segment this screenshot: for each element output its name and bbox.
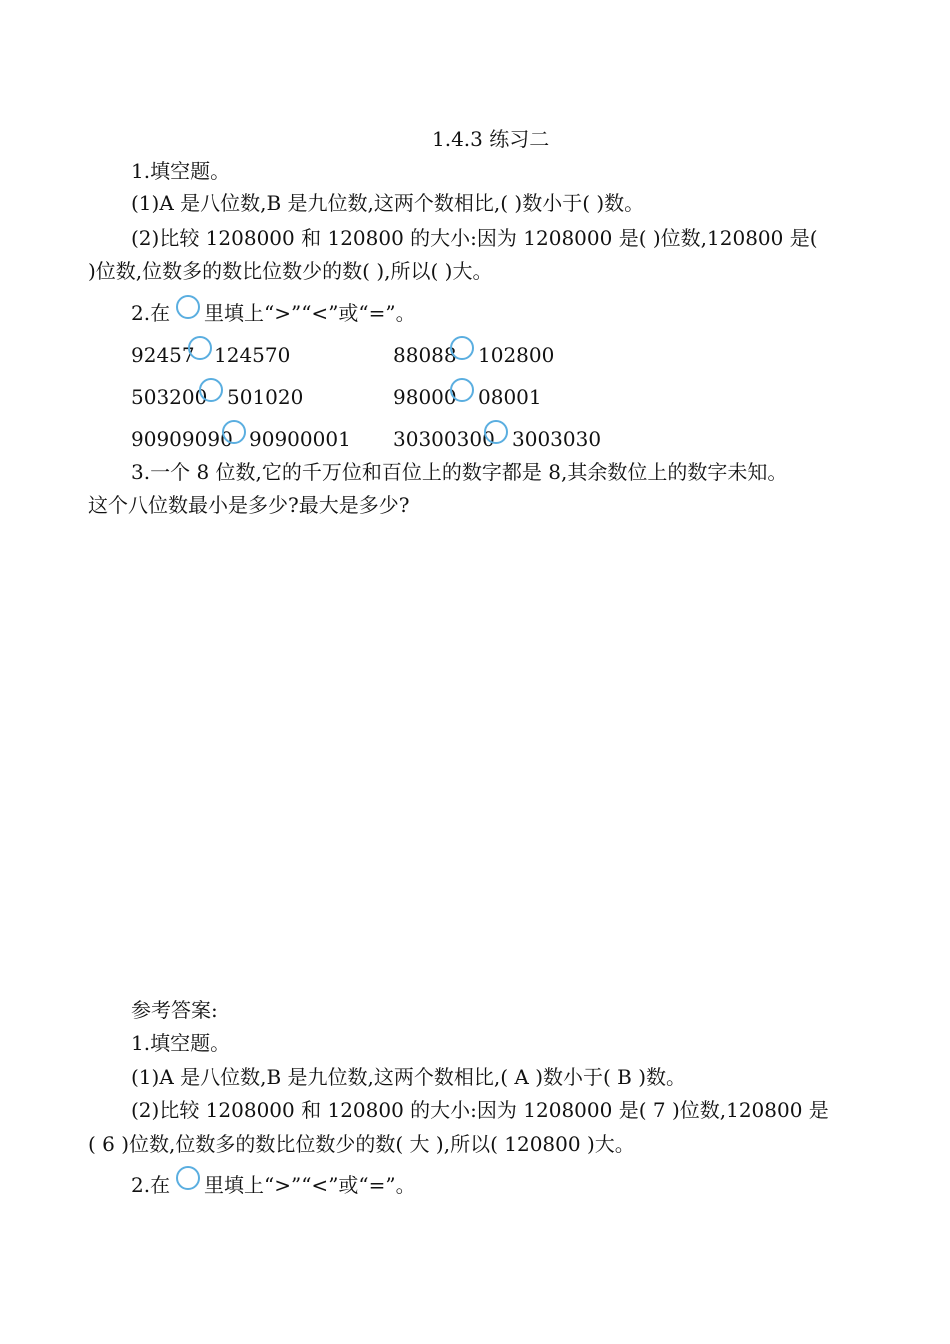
compare-left-a: 90909090 bbox=[131, 427, 233, 451]
answer-circle[interactable] bbox=[484, 420, 508, 444]
q1-part1: (1)A 是八位数,B 是九位数,这两个数相比,( )数小于( )数。 bbox=[131, 191, 645, 215]
q1-heading: 1.填空题。 bbox=[131, 159, 231, 183]
answer-circle[interactable] bbox=[222, 420, 246, 444]
blank-circle-icon bbox=[176, 295, 200, 319]
answers-q1-part2-line2: ( 6 )位数,位数多的数比位数少的数( 大 ),所以( 120800 )大。 bbox=[88, 1132, 635, 1156]
page-title: 1.4.3 练习二 bbox=[432, 127, 550, 151]
answer-circle[interactable] bbox=[199, 378, 223, 402]
compare-right-b: 3003030 bbox=[512, 427, 602, 451]
q2-heading-suffix: 里填上“>”“<”或“=”。 bbox=[204, 301, 416, 325]
q2-heading-prefix: 2.在 bbox=[131, 301, 171, 325]
answers-heading: 参考答案: bbox=[131, 998, 218, 1022]
compare-left-b: 124570 bbox=[214, 343, 291, 367]
compare-left-b: 501020 bbox=[227, 385, 304, 409]
compare-right-a: 88088 bbox=[393, 343, 457, 367]
compare-right-b: 102800 bbox=[478, 343, 555, 367]
answers-q2-heading-prefix: 2.在 bbox=[131, 1173, 171, 1197]
blank-circle-icon bbox=[176, 1166, 200, 1190]
q3-line1: 3.一个 8 位数,它的千万位和百位上的数字都是 8,其余数位上的数字未知。 bbox=[131, 460, 788, 484]
compare-left-a: 503200 bbox=[131, 385, 208, 409]
q1-part2-line1: (2)比较 1208000 和 120800 的大小:因为 1208000 是( )位数,120800 是( bbox=[131, 226, 818, 250]
compare-left-b: 90900001 bbox=[249, 427, 351, 451]
answer-circle[interactable] bbox=[450, 336, 474, 360]
answer-circle[interactable] bbox=[450, 378, 474, 402]
answers-q2-heading-suffix: 里填上“>”“<”或“=”。 bbox=[204, 1173, 416, 1197]
q3-line2: 这个八位数最小是多少?最大是多少? bbox=[88, 493, 410, 517]
answers-q1-heading: 1.填空题。 bbox=[131, 1031, 231, 1055]
answers-q1-part2-line1: (2)比较 1208000 和 120800 的大小:因为 1208000 是( 7 )位数,120800 是 bbox=[131, 1098, 829, 1122]
answers-q1-part1: (1)A 是八位数,B 是九位数,这两个数相比,( A )数小于( B )数。 bbox=[131, 1065, 687, 1089]
compare-right-a: 98000 bbox=[393, 385, 457, 409]
compare-right-b: 08001 bbox=[478, 385, 542, 409]
answer-circle[interactable] bbox=[188, 336, 212, 360]
q1-part2-line2: )位数,位数多的数比位数少的数( ),所以( )大。 bbox=[88, 259, 493, 283]
compare-left-a: 92457 bbox=[131, 343, 195, 367]
compare-right-a: 30300300 bbox=[393, 427, 495, 451]
